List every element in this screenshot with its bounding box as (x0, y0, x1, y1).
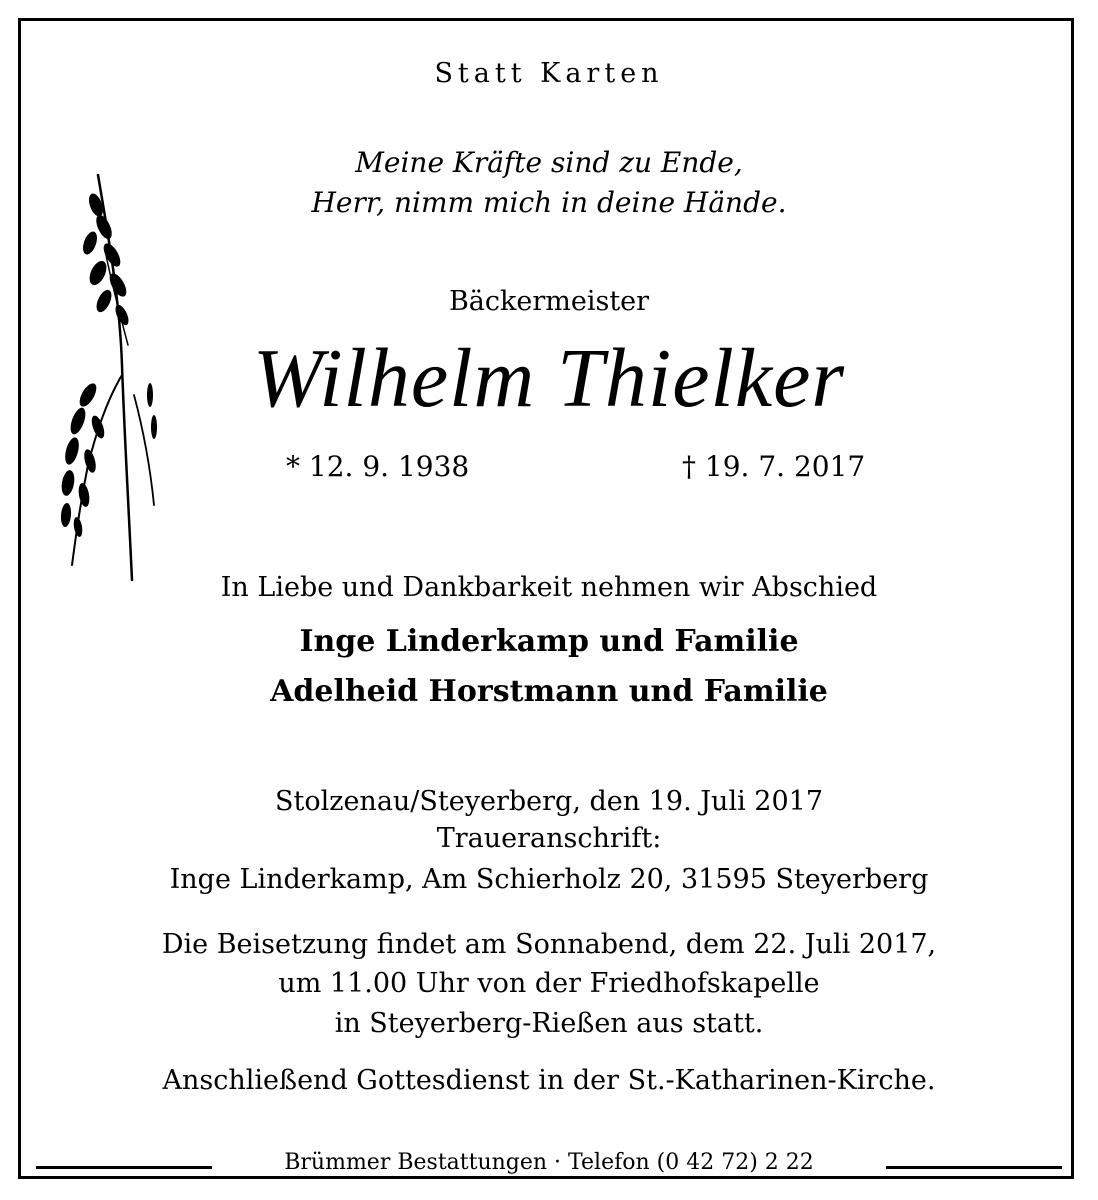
verse-line: Meine Kräfte sind zu Ende, (355, 146, 743, 179)
mourner-name: Adelheid Horstmann und Familie (270, 674, 828, 709)
mourner-name: Inge Linderkamp und Familie (299, 624, 799, 659)
place-date: Stolzenau/Steyerberg, den 19. Juli 2017 (274, 786, 824, 817)
footer-undertaker: Brümmer Bestattungen · Telefon (0 42 72) 2 22 (284, 1150, 814, 1175)
service-info: Anschließend Gottesdienst in der St.-Katharinen-Kirche. (162, 1065, 936, 1096)
notice-header: Statt Karten (434, 58, 664, 89)
funeral-info-line: in Steyerberg-Rießen aus statt. (334, 1008, 764, 1039)
death-date: † 19. 7. 2017 (682, 450, 866, 483)
mourning-address: Inge Linderkamp, Am Schierholz 20, 31595 Steyerberg (169, 864, 929, 895)
verse-line: Herr, nimm mich in deine Hände. (311, 186, 787, 219)
funeral-info-line: um 11.00 Uhr von der Friedhofskapelle (278, 968, 820, 999)
profession: Bäckermeister (448, 286, 650, 317)
address-label: Traueranschrift: (436, 823, 662, 854)
deceased-name: Wilhelm Thielker (252, 332, 846, 425)
funeral-info-line: Die Beisetzung findet am Sonnabend, dem 22. Juli 2017, (161, 929, 937, 960)
farewell-text: In Liebe und Dankbarkeit nehmen wir Abschied (220, 572, 878, 603)
birth-date: * 12. 9. 1938 (286, 450, 470, 483)
